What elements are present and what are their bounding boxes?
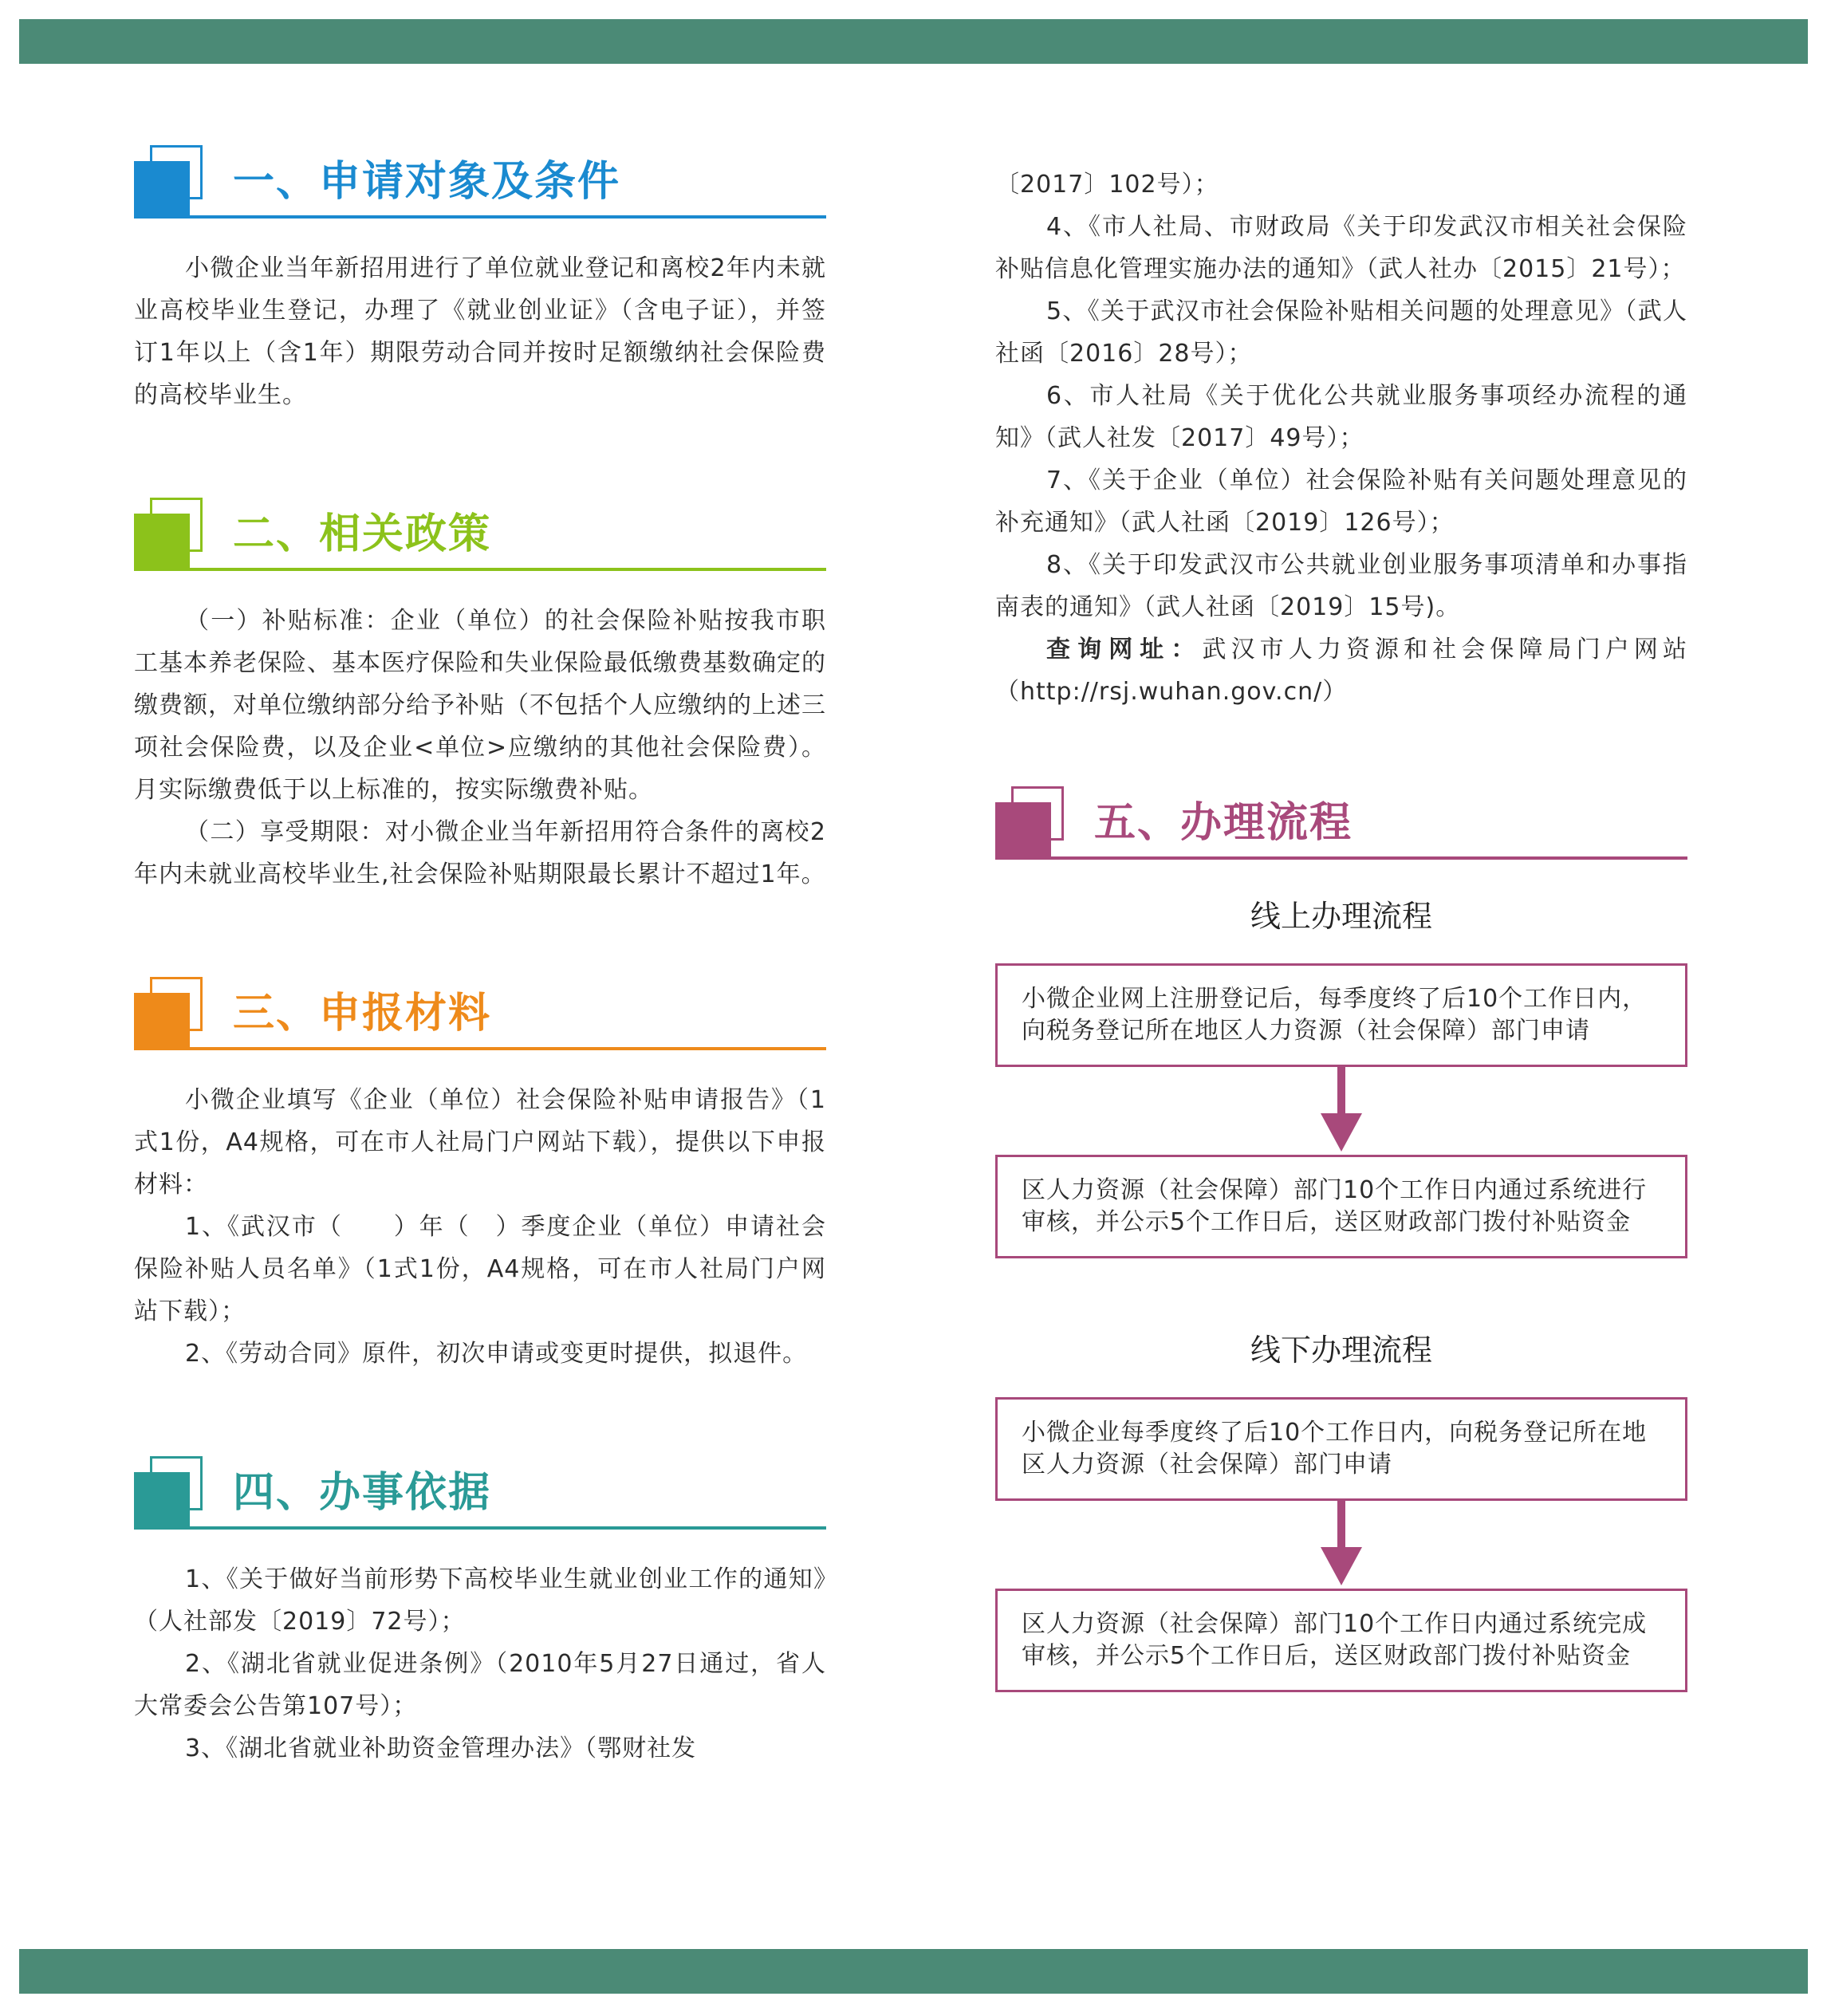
bottom-band bbox=[19, 1949, 1808, 1994]
paragraph: 小微企业填写《企业（单位）社会保险补贴申请报告》（1式1份，A4规格，可在市人社局门户网站下载），提供以下申报材料： bbox=[134, 1086, 826, 1199]
paragraph: 6、市人社局《关于优化公共就业服务事项经办流程的通知》（武人社发〔2017〕49号）； bbox=[995, 382, 1687, 452]
flow-arrow bbox=[995, 1067, 1687, 1155]
offline-step-2: 区人力资源（社会保障）部门10个工作日内通过系统完成审核，并公示5个工作日后，送区财政部门拨付补贴资金 bbox=[995, 1589, 1687, 1692]
section-4-body bbox=[134, 1558, 826, 1770]
section-3-header bbox=[134, 951, 826, 1055]
paragraph: 2、《劳动合同》原件，初次申请或变更时提供，拟退件。 bbox=[185, 1340, 808, 1368]
online-step-1: 小微企业网上注册登记后，每季度终了后10个工作日内，向税务登记所在地区人力资源（社会保障）部门申请 bbox=[995, 963, 1687, 1067]
offline-flow bbox=[995, 1330, 1687, 1692]
section-marker-fill bbox=[134, 161, 190, 217]
down-arrow-icon bbox=[1317, 1067, 1365, 1155]
paragraph: （一）补贴标准：企业（单位）的社会保险补贴按我市职工基本养老保险、基本医疗保险和失业保险最低缴费基数确定的缴费额，对单位缴纳部分给予补贴（不包括个人应缴纳的上述三项社会保险费，以及企业<单位>应缴纳的其他社会保险费）。月实际缴费低于以上标准的，按实际缴费补贴。 bbox=[134, 607, 826, 804]
query-text: 武汉市人力资源和社会保障局门户网站（http://rsj.wuhan.gov.cn/） bbox=[995, 636, 1688, 706]
online-flow bbox=[995, 896, 1687, 1258]
section-2-title: 二、相关政策 bbox=[233, 510, 492, 558]
top-band bbox=[19, 19, 1808, 64]
section-4-continued bbox=[995, 163, 1687, 713]
section-4-header bbox=[134, 1431, 826, 1534]
section-3-body bbox=[134, 1079, 826, 1375]
flow-arrow bbox=[995, 1501, 1687, 1589]
paragraph: 5、《关于武汉市社会保险补贴相关问题的处理意见》（武人社函〔2016〕28号）； bbox=[995, 297, 1687, 368]
section-5-title: 五、办理流程 bbox=[1094, 799, 1353, 847]
offline-flow-title: 线下办理流程 bbox=[1250, 1333, 1432, 1368]
down-arrow-icon bbox=[1317, 1501, 1365, 1589]
paragraph: 小微企业当年新招用进行了单位就业登记和离校2年内未就业高校毕业生登记，办理了《就业创业证》（含电子证），并签订1年以上（含1年）期限劳动合同并按时足额缴纳社会保险费的高校毕业生。 bbox=[134, 254, 826, 409]
paragraph: 3、《湖北省就业补助资金管理办法》（鄂财社发 bbox=[185, 1734, 697, 1762]
section-rule bbox=[134, 1526, 826, 1530]
paragraph: 2、《湖北省就业促进条例》（2010年5月27日通过，省人大常委会公告第107号）； bbox=[134, 1650, 826, 1720]
section-marker-fill bbox=[134, 993, 190, 1049]
query-label: 查询网址： bbox=[1046, 636, 1203, 663]
query-paragraph bbox=[995, 628, 1687, 713]
section-1-body bbox=[134, 247, 826, 416]
section-rule bbox=[134, 1047, 826, 1050]
section-marker-fill bbox=[134, 514, 190, 569]
paragraph: （二）享受期限：对小微企业当年新招用符合条件的离校2年内未就业高校毕业生,社会保险补贴期限最长累计不超过1年。 bbox=[134, 818, 826, 888]
section-1-header bbox=[134, 120, 826, 223]
section-rule bbox=[995, 856, 1687, 860]
paragraph: 〔2017〕102号）； bbox=[995, 171, 1219, 199]
online-flow-title: 线上办理流程 bbox=[1250, 899, 1432, 934]
paragraph: 7、《关于企业（单位）社会保险补贴有关问题处理意见的补充通知》（武人社函〔2019〕126号）； bbox=[995, 467, 1687, 537]
section-1-title: 一、申请对象及条件 bbox=[233, 158, 621, 206]
paragraph: 1、《武汉市（ ）年（ ）季度企业（单位）申请社会保险补贴人员名单》（1式1份，A4规格，可在市人社局门户网站下载）； bbox=[134, 1213, 826, 1325]
section-5-header bbox=[995, 761, 1687, 864]
left-column bbox=[134, 120, 826, 1770]
section-4-title: 四、办事依据 bbox=[233, 1469, 492, 1517]
section-marker-fill bbox=[134, 1472, 190, 1528]
section-2-body bbox=[134, 600, 826, 896]
paragraph: 1、《关于做好当前形势下高校毕业生就业创业工作的通知》（人社部发〔2019〕72号）； bbox=[134, 1565, 826, 1636]
section-2-header bbox=[134, 472, 826, 576]
section-rule bbox=[134, 215, 826, 219]
paragraph: 4、《市人社局、市财政局《关于印发武汉市相关社会保险补贴信息化管理实施办法的通知》（武人社办〔2015〕21号）； bbox=[995, 213, 1687, 283]
section-marker-fill bbox=[995, 802, 1051, 858]
right-column bbox=[995, 163, 1687, 1692]
online-step-2: 区人力资源（社会保障）部门10个工作日内通过系统进行审核，并公示5个工作日后，送区财政部门拨付补贴资金 bbox=[995, 1155, 1687, 1258]
section-3-title: 三、申报材料 bbox=[233, 990, 492, 1038]
paragraph: 8、《关于印发武汉市公共就业创业服务事项清单和办事指南表的通知》（武人社函〔2019〕15号)。 bbox=[995, 551, 1687, 621]
section-rule bbox=[134, 568, 826, 571]
offline-step-1: 小微企业每季度终了后10个工作日内，向税务登记所在地区人力资源（社会保障）部门申请 bbox=[995, 1397, 1687, 1501]
